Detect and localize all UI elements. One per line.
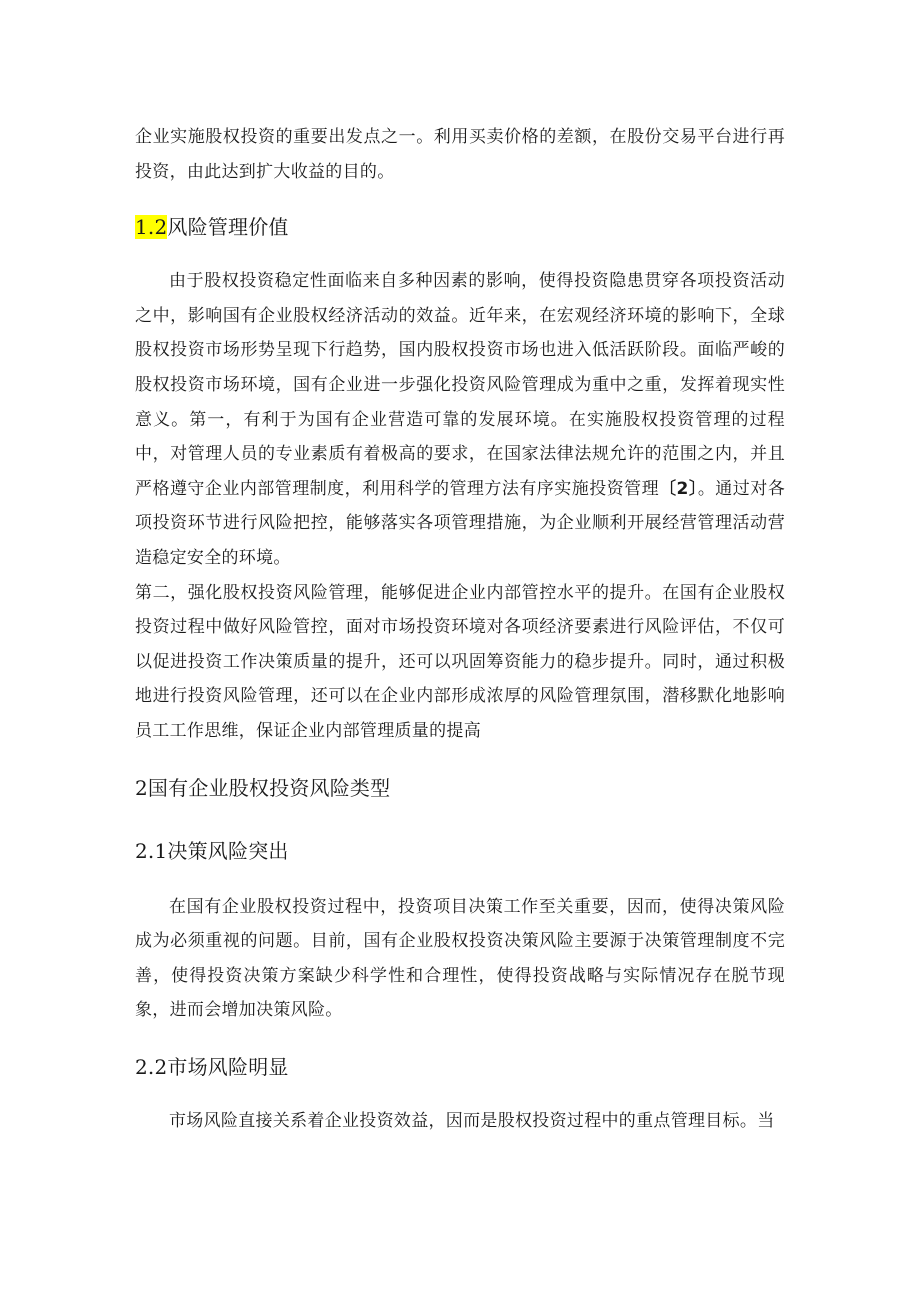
paragraph-market-risk: 市场风险直接关系着企业投资效益，因而是股权投资过程中的重点管理目标。当 <box>169 1110 775 1131</box>
paragraph-intro: 企业实施股权投资的重要出发点之一。利用买卖价格的差额，在股份交易平台进行再投资，由此达到扩大收益的目的。 <box>135 127 785 182</box>
paragraph-risk-value-part2: 。通过对各项投资环节进行风险把控，能够落实各项管理措施，为企业顺利开展经营管理活动营造稳定安全的环境。 <box>135 478 786 568</box>
paragraph-decision-risk: 在国有企业股权投资过程中，投资项目决策工作至关重要，因而，使得决策风险成为必须重视的问题。目前，国有企业股权投资决策风险主要源于决策管理制度不完善，使得投资决策方案缺少科学性和合理性，使得投资战略与实际情况存在脱节现象，进而会增加决策风险。 <box>135 896 785 1021</box>
document-page <box>135 120 785 1138</box>
citation-2: 〔2〕 <box>659 478 698 499</box>
paragraph-risk-value-part1: 由于股权投资稳定性面临来自多种因素的影响，使得投资隐患贯穿各项投资活动之中，影响国有企业股权经济活动的效益。近年来，在宏观经济环境的影响下，全球股权投资市场形势呈现下行趋势，国内股权投资市场也进入低活跃阶段。面临严峻的股权投资市场环境，国有企业进一步强化投资风险管理成为重中之重，发挥着现实性意义。第一，有利于为国有企业营造可靠的发展环境。在实施股权投资管理的过程中，对管理人员的专业素质有着极高的要求，在国家法律法规允许的范围之内，并且严格遵守企业内部管理制度，利用科学的管理方法有序实施投资管理 <box>135 271 785 499</box>
heading-1-2-text: 风险管理价值 <box>167 215 289 240</box>
heading-1-2 <box>135 212 785 242</box>
heading-1-2-number: 1.2 <box>135 215 168 240</box>
heading-2: 2国有企业股权投资风险类型 <box>135 775 391 800</box>
paragraph-second-point: 第二，强化股权投资风险管理，能够促进企业内部管控水平的提升。在国有企业股权投资过程中做好风险管控，面对市场投资环境对各项经济要素进行风险评估，不仅可以促进投资工作决策质量的提升，还可以巩固筹资能力的稳步提升。同时，通过积极地进行投资风险管理，还可以在企业内部形成浓厚的风险管理氛围，潜移默化地影响员工工作思维，保证企业内部管理质量的提高 <box>135 582 785 741</box>
heading-2-2: 2.2市场风险明显 <box>135 1054 289 1079</box>
heading-2-1: 2.1决策风险突出 <box>135 838 289 863</box>
paragraph-risk-value <box>135 264 785 575</box>
